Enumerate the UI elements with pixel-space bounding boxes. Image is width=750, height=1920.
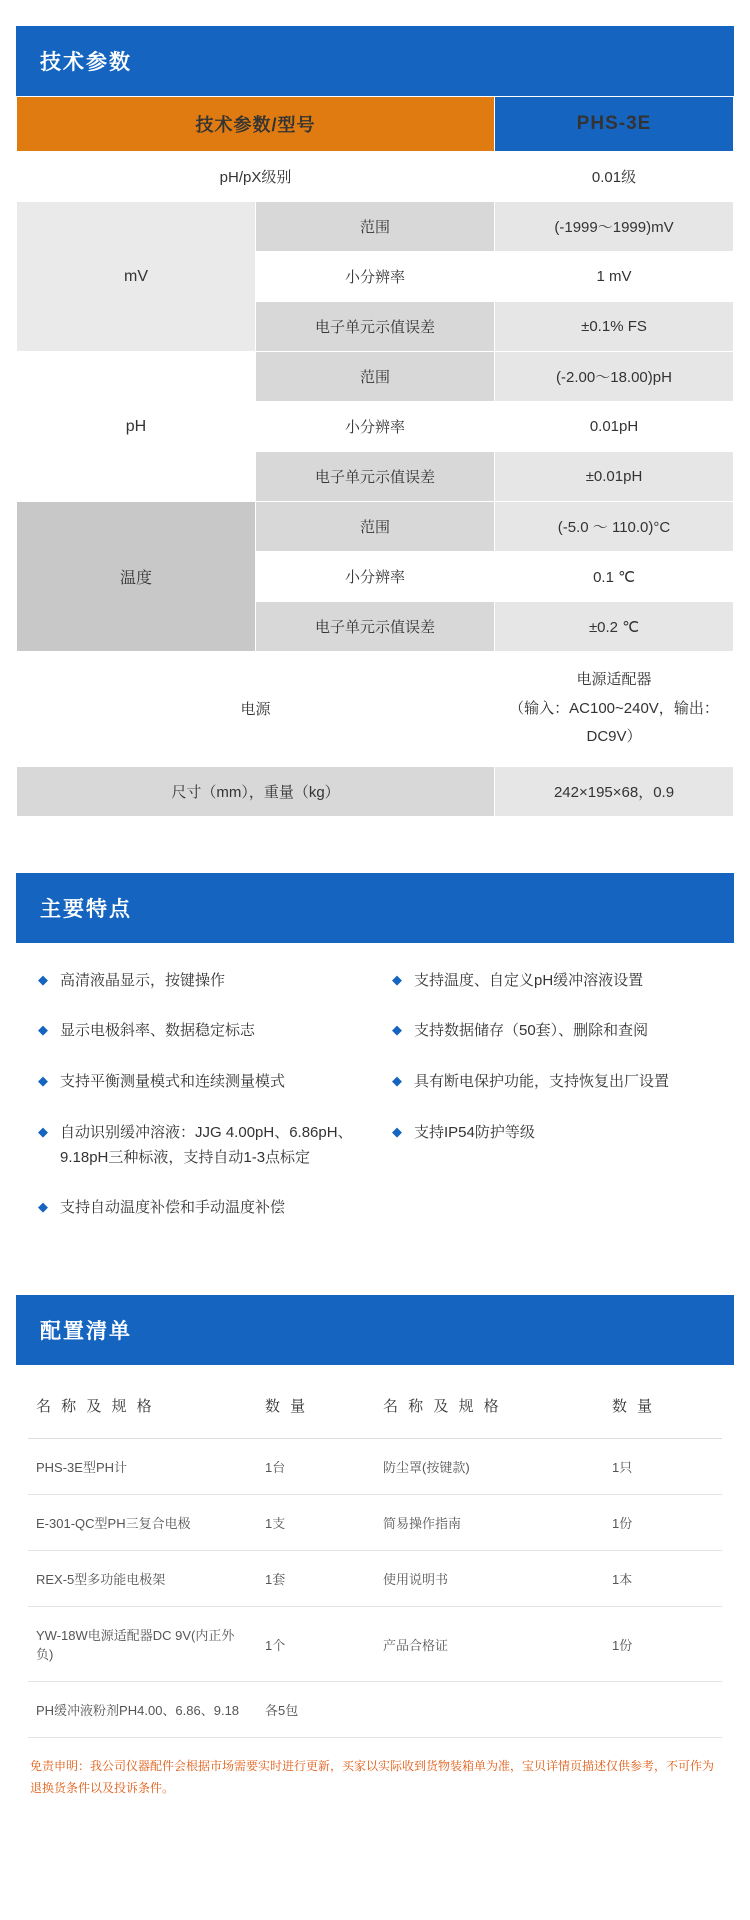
table-row: [28, 1682, 722, 1738]
config-item-name: [375, 1682, 604, 1738]
list-item: [26, 1196, 370, 1221]
features-list: [16, 943, 734, 1258]
table-row: [28, 1607, 722, 1682]
list-item: [26, 969, 370, 994]
spec-value-temp-range: (-5.0 ～ 110.0)°C: [495, 502, 734, 552]
spec-value-ph-range: (-2.00～18.00)pH: [495, 352, 734, 402]
spec-value-temp-error: ±0.2 ℃: [495, 602, 734, 652]
table-row-header: [17, 97, 734, 152]
config-item-name: 产品合格证: [375, 1607, 604, 1682]
spec-sub-ph-resolution: 小分辨率: [256, 402, 495, 452]
config-list: [16, 1365, 734, 1738]
table-row: [17, 202, 734, 252]
config-item-qty: 1本: [604, 1551, 722, 1607]
config-item-name: REX-5型多功能电极架: [28, 1551, 257, 1607]
spec-value-power-line1: 电源适配器: [576, 671, 652, 688]
table-row: [17, 502, 734, 552]
diamond-bullet-icon: ◆: [392, 971, 402, 987]
table-row: [17, 652, 734, 767]
feature-text: 具有断电保护功能，支持恢复出厂设置: [414, 1073, 670, 1090]
spec-header-param: 技术参数/型号: [17, 97, 495, 152]
spec-sub-temp-error: 电子单元示值误差: [256, 602, 495, 652]
feature-text: 显示电极斜率、数据稳定标志: [60, 1022, 256, 1040]
section-header-features: 主要特点: [16, 873, 734, 943]
config-item-name: PH缓冲液粉剂PH4.00、6.86、9.18: [28, 1682, 257, 1738]
features-column-left: [26, 969, 370, 1248]
spec-sub-temp-range: 范围: [256, 502, 495, 552]
config-header-name-2: 名 称 及 规 格: [375, 1373, 604, 1439]
feature-text: 支持IP54防护等级: [414, 1123, 535, 1141]
config-item-name: YW-18W电源适配器DC 9V(内正外负): [28, 1607, 257, 1682]
spec-sub-mv-resolution: 小分辨率: [256, 252, 495, 302]
features-column-right: [380, 969, 724, 1248]
list-item: [380, 1019, 724, 1044]
feature-text: 支持自动温度补偿和手动温度补偿: [60, 1199, 286, 1217]
config-item-qty: 1份: [604, 1607, 722, 1682]
feature-text: 自动识别缓冲溶液：JJG 4.00pH、6.86pH、9.18pH三种标液，支持自动1-3点标定: [60, 1123, 353, 1166]
config-header-name-1: 名 称 及 规 格: [28, 1373, 257, 1439]
feature-text: 支持温度、自定义pH缓冲溶液设置: [414, 971, 644, 989]
spec-group-mv: mV: [17, 202, 256, 352]
table-row: [28, 1551, 722, 1607]
list-item: [380, 1070, 724, 1095]
section-header-specs: 技术参数: [16, 26, 734, 96]
config-item-qty: 1台: [257, 1439, 375, 1495]
spec-value-ph-error: ±0.01pH: [495, 452, 734, 502]
product-detail-page: [0, 26, 750, 1827]
spec-sub-temp-resolution: 小分辨率: [256, 552, 495, 602]
table-row-header: [28, 1373, 722, 1439]
feature-text: 支持平衡测量模式和连续测量模式: [60, 1073, 286, 1090]
config-item-qty: 1个: [257, 1607, 375, 1682]
table-row: [17, 352, 734, 402]
config-item-qty: [604, 1682, 722, 1738]
spec-sub-ph-error: 电子单元示值误差: [256, 452, 495, 502]
spec-header-model: PHS-3E: [495, 97, 734, 152]
spec-sub-mv-range: 范围: [256, 202, 495, 252]
spec-value-mv-resolution: 1 mV: [495, 252, 734, 302]
table-row: [17, 152, 734, 202]
config-table: [28, 1373, 722, 1738]
config-item-qty: 1支: [257, 1495, 375, 1551]
spec-value-mv-range: (-1999～1999)mV: [495, 202, 734, 252]
spec-label-power: 电源: [17, 652, 495, 767]
diamond-bullet-icon: ◆: [38, 1199, 48, 1215]
spec-value-ph-px: 0.01级: [495, 152, 734, 202]
spec-value-size-weight: 242×195×68，0.9: [495, 766, 734, 816]
diamond-bullet-icon: ◆: [38, 1123, 48, 1139]
spec-label-ph-px: pH/pX级别: [17, 152, 495, 202]
diamond-bullet-icon: ◆: [38, 1022, 48, 1038]
spec-label-size-weight: 尺寸（mm），重量（kg）: [17, 766, 495, 816]
config-item-qty: 1只: [604, 1439, 722, 1495]
config-item-name: 简易操作指南: [375, 1495, 604, 1551]
spec-sub-ph-range: 范围: [256, 352, 495, 402]
config-item-qty: 1份: [604, 1495, 722, 1551]
table-row: [28, 1495, 722, 1551]
diamond-bullet-icon: ◆: [38, 1073, 48, 1088]
feature-text: 高清液晶显示，按键操作: [60, 971, 226, 989]
config-item-name: PHS-3E型PH计: [28, 1439, 257, 1495]
list-item: [26, 1121, 370, 1171]
spec-value-power-line2: （输入：AC100~240V，输出：DC9V）: [509, 699, 719, 745]
disclaimer-text: 免责申明：我公司仪器配件会根据市场需要实时进行更新，买家以实际收到货物装箱单为准，宝贝详情页描述仅供参考，不可作为退换货条件以及投诉条件。: [30, 1759, 715, 1795]
config-item-qty: 1套: [257, 1551, 375, 1607]
spec-value-mv-error: ±0.1% FS: [495, 302, 734, 352]
config-item-qty: 各5包: [257, 1682, 375, 1738]
list-item: [26, 1070, 370, 1095]
spec-group-ph: pH: [17, 352, 256, 502]
list-item: [26, 1019, 370, 1044]
spec-value-power: [495, 652, 734, 767]
config-header-qty-1: 数 量: [257, 1373, 375, 1439]
specifications-table: [16, 96, 734, 817]
spec-value-ph-resolution: 0.01pH: [495, 402, 734, 452]
diamond-bullet-icon: ◆: [392, 1022, 402, 1038]
spec-group-temperature: 温度: [17, 502, 256, 652]
table-row: [17, 766, 734, 816]
feature-text: 支持数据储存（50套）、删除和查阅: [414, 1022, 649, 1040]
table-row: [28, 1439, 722, 1495]
list-item: [380, 1121, 724, 1146]
config-header-qty-2: 数 量: [604, 1373, 722, 1439]
section-header-config: 配置清单: [16, 1295, 734, 1365]
config-item-name: 使用说明书: [375, 1551, 604, 1607]
diamond-bullet-icon: ◆: [392, 1123, 402, 1139]
diamond-bullet-icon: ◆: [38, 971, 48, 987]
list-item: [380, 969, 724, 994]
config-item-name: E-301-QC型PH三复合电极: [28, 1495, 257, 1551]
diamond-bullet-icon: ◆: [392, 1073, 402, 1088]
spec-value-temp-resolution: 0.1 ℃: [495, 552, 734, 602]
config-item-name: 防尘罩(按键款): [375, 1439, 604, 1495]
spec-sub-mv-error: 电子单元示值误差: [256, 302, 495, 352]
features-columns: [26, 969, 724, 1248]
